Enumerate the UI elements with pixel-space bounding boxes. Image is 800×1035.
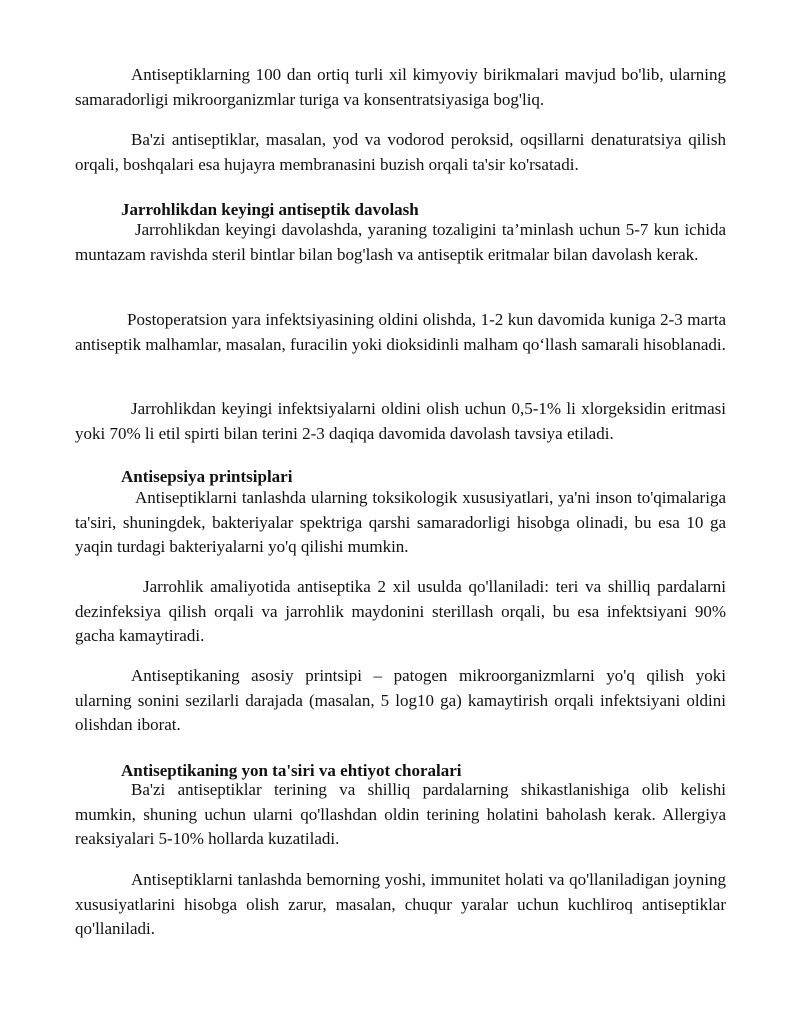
paragraph: Antiseptiklarning 100 dan ortiq turli xil kimyoviy birikmalari mavjud bo'lib, ularning samaradorligi mikroorganizmlar turiga va konsentratsiyasiga bog'liq. [75,65,726,109]
section-heading: Antiseptikaning yon ta'siri va ehtiyot choralari [121,761,462,780]
paragraph: Jarrohlikdan keyingi infektsiyalarni oldini olish uchun 0,5-1% li xlorgeksidin eritmasi yoki 70% li etil spirti bilan terini 2-3 daqiqa davomida davolash tavsiya etiladi. [75,399,726,443]
paragraph: Postoperatsion yara infektsiyasining oldini olishda, 1-2 kun davomida kuniga 2-3 marta antiseptik malhamlar, masalan, furacilin yoki dioksidinli malham qo‘llash samarali hisoblanadi. [75,310,726,354]
section-heading: Antisepsiya printsiplari [121,467,293,486]
paragraph: Ba'zi antiseptiklar terining va shilliq pardalarning shikastlanishiga olib kelishi mumkin, shuning uchun ularni qo'llashdan oldin terining holatini baholash kerak. Allergiya reaksiyalari 5-10% hollarda kuzatiladi. [75,780,726,848]
paragraph: Jarrohlikdan keyingi davolashda, yaraning tozaligini ta’minlash uchun 5-7 kun ichida muntazam ravishda steril bintlar bilan bog'lash va antiseptik eritmalar bilan davolash kerak. [75,220,726,264]
paragraph: Antiseptiklarni tanlashda bemorning yoshi, immunitet holati va qo'llaniladigan joyning xususiyatlarini hisobga olish zarur, masalan, chuqur yaralar uchun kuchliroq antiseptiklar qo'llaniladi. [75,870,726,938]
paragraph: Antiseptikaning asosiy printsipi – patogen mikroorganizmlarni yo'q qilish yoki ularning sonini sezilarli darajada (masalan, 5 log10 ga) kamaytirish orqali infektsiyani oldini olishdan iborat. [75,666,726,734]
section-heading: Jarrohlikdan keyingi antiseptik davolash [121,200,419,219]
paragraph: Jarrohlik amaliyotida antiseptika 2 xil usulda qo'llaniladi: teri va shilliq pardalarni dezinfeksiya qilish orqali va jarrohlik maydonini sterillash orqali, bu esa infektsiyani 90% gacha kamaytiradi. [75,577,726,645]
paragraph: Ba'zi antiseptiklar, masalan, yod va vodorod peroksid, oqsillarni denaturatsiya qilish orqali, boshqalari esa hujayra membranasini buzish orqali ta'sir ko'rsatadi. [75,130,726,174]
paragraph: Antiseptiklarni tanlashda ularning toksikologik xususiyatlari, ya'ni inson to'qimalariga ta'siri, shuningdek, bakteriyalar spektriga qarshi samaradorligi hisobga olinadi, bu esa 10 ga yaqin turdagi bakteriyalarni yo'q qilishi mumkin. [75,488,726,556]
